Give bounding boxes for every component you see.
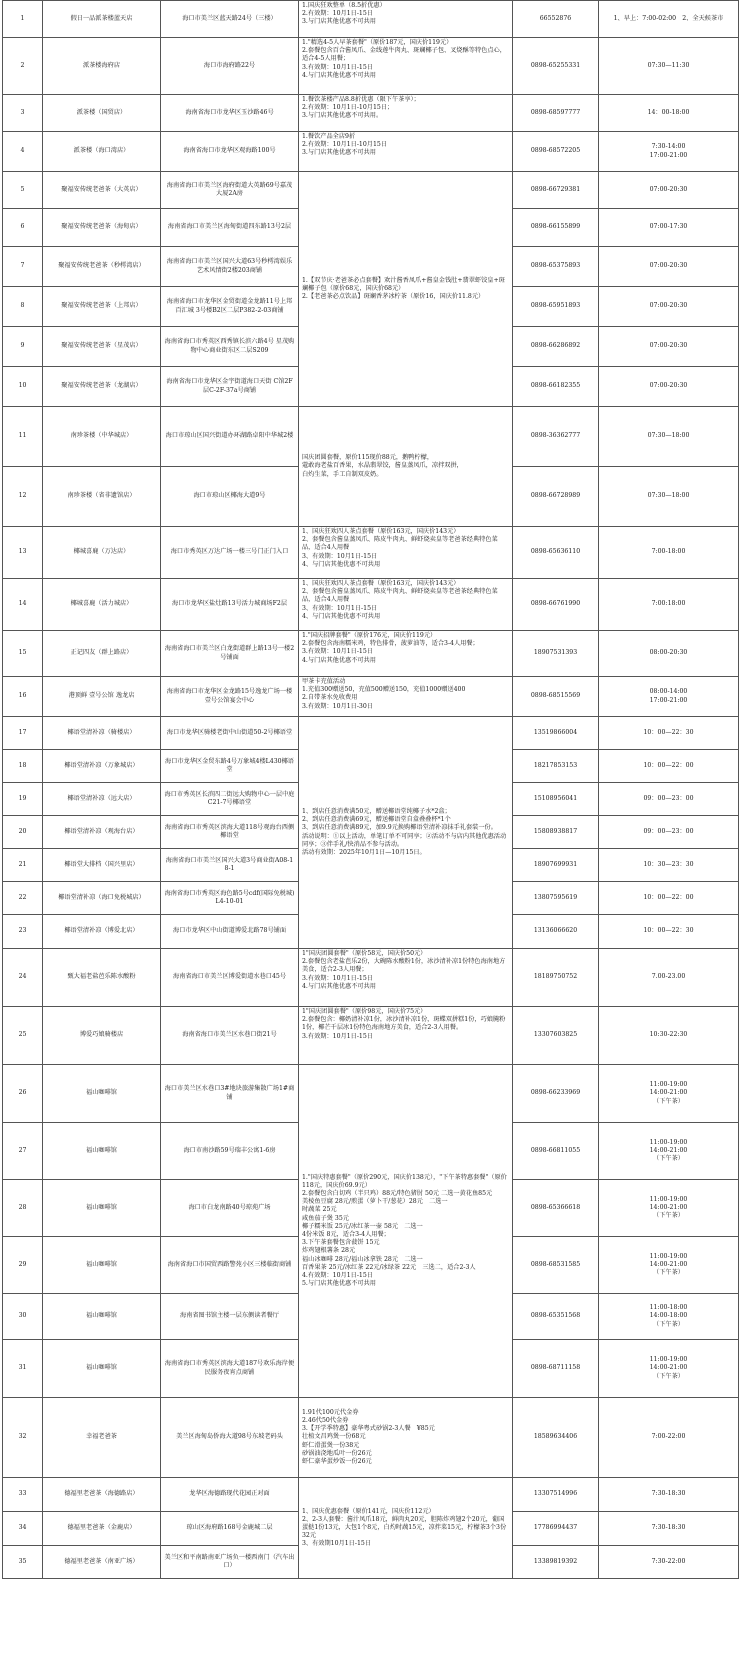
business-hours: 10:30-22:30 xyxy=(599,1007,739,1065)
row-number: 3 xyxy=(3,95,43,132)
store-address: 海南省海口市美兰区水巷口街21号 xyxy=(161,1007,299,1065)
store-phone: 0898-68711158 xyxy=(513,1340,599,1398)
table-row xyxy=(3,527,739,579)
row-number: 25 xyxy=(3,1007,43,1065)
row-number: 11 xyxy=(3,407,43,467)
business-hours: 09：00—23：00 xyxy=(599,816,739,849)
store-phone: 0898-65366618 xyxy=(513,1180,599,1237)
business-hours: 11:00-19:00 14:00-21:00 （下午茶） xyxy=(599,1340,739,1398)
store-phone: 66552876 xyxy=(513,1,599,38)
store-address: 海南省海口市龙华区金龙路15号逸龙广场一楼 壹号公馆宴会中心 xyxy=(161,677,299,717)
store-address: 海南省海口市美兰区国兴大道3号商业街A08-18-1 xyxy=(161,849,299,882)
row-number: 9 xyxy=(3,327,43,367)
store-name: 椰语堂清补凉（远大店） xyxy=(43,783,161,816)
row-number: 21 xyxy=(3,849,43,882)
store-name: 德福里老爸茶（金鹿店） xyxy=(43,1512,161,1546)
store-phone: 0898-65375893 xyxy=(513,247,599,287)
store-address: 海南省海口市美兰区海府街道大英路69号嘉茂大厦2A房 xyxy=(161,172,299,209)
store-phone: 0898-68515569 xyxy=(513,677,599,717)
store-address: 海南省海口市美兰区博爱街道水巷口45号 xyxy=(161,949,299,1007)
store-name: 南珍茶楼（中华城店） xyxy=(43,407,161,467)
store-name: 椰语堂清补凉（博爱北店） xyxy=(43,915,161,949)
store-phone: 0898-66811055 xyxy=(513,1123,599,1180)
store-name: 椰城喜鹿（活力城店） xyxy=(43,579,161,631)
store-name: 德福里老爸茶（南亚广场） xyxy=(43,1546,161,1579)
business-hours: 07:00-20:30 xyxy=(599,367,739,407)
store-name: 派茶楼（海口湾店） xyxy=(43,132,161,172)
business-hours: 7:30-22:00 xyxy=(599,1546,739,1579)
promotion-details: 1."精选4-5人早茶套餐"（原价187元，国庆价119元） 2.套餐包含百合酱凤爪、金线莲牛肉丸、斑斓椰子包、叉烧酥等特色点心，适合4-5人用餐； 3.有效期：10月1日-15日 4.与门店其他优惠不可共用 xyxy=(299,38,513,95)
promotion-details: 1、国庆优惠套餐（原价141元，国庆价112元） 2、2-3人套餐：酱汁凤爪18元，鲜肉丸20元，胆陈炸鸡翅2个20元，葡国蛋挞1份13元，大包1个8元，白灼时蔬15元，凉拌菜15元，柠檬茶3个3份32元 3、有效期10月1日-15日 xyxy=(299,1478,513,1579)
table-row xyxy=(3,1007,739,1065)
store-phone: 0898-36362777 xyxy=(513,407,599,467)
business-hours: 1、早上：7:00-02:00 2、全天候茶市 xyxy=(599,1,739,38)
row-number: 15 xyxy=(3,631,43,677)
business-hours: 07:30—11:30 xyxy=(599,38,739,95)
business-hours: 07:00-20:30 xyxy=(599,172,739,209)
store-address: 海南省海口市龙华区金宇街道海口天街 C馆2F层C-2F-37a号商铺 xyxy=(161,367,299,407)
store-address: 海南省海口市美兰区海甸街道四东路13号2层 xyxy=(161,209,299,247)
store-phone: 0898-66286892 xyxy=(513,327,599,367)
store-phone: 18589634406 xyxy=(513,1398,599,1478)
promotion-details: 国庆团圆套餐，原价115现价88元，鹅鸭柠檬， 蔻敢海老盐百香果，水晶翡翠饺，酱皇蒸凤爪，凉拌双拼， 白灼生菜，手工自制双皮奶。 xyxy=(299,407,513,527)
business-hours: 10：00—22：00 xyxy=(599,882,739,915)
business-hours: 07:00-20:30 xyxy=(599,287,739,327)
table-row xyxy=(3,1478,739,1512)
store-address: 海口市美兰区水巷口3#地块旅游集散广场1#商铺 xyxy=(161,1065,299,1123)
business-hours: 7.00-23.00 xyxy=(599,949,739,1007)
business-hours: 07:00-20:30 xyxy=(599,247,739,287)
store-address: 海南省海口市龙华区观海路100号 xyxy=(161,132,299,172)
business-hours: 11:00-19:00 14:00-21:00 （下午茶） xyxy=(599,1123,739,1180)
store-address: 海南省海口市龙华区玉沙路46号 xyxy=(161,95,299,132)
table-row xyxy=(3,949,739,1007)
store-name: 德福里老爸茶（海德路店） xyxy=(43,1478,161,1512)
business-hours: 11:00-19:00 14:00-21:00 （下午茶） xyxy=(599,1237,739,1294)
store-phone: 13307514996 xyxy=(513,1478,599,1512)
store-phone: 0898-66728989 xyxy=(513,467,599,527)
promotion-details: 甲茶卡充值活动 1.充值300赠送50，充值500赠送150，充值1000赠送400 2.自带茶水免收费用 3.有效期：10月1日-30日 xyxy=(299,677,513,717)
business-hours: 09：00—23：00 xyxy=(599,783,739,816)
store-address: 海南省海口市秀英区海色路5号cdf(国际免税城)L4-10-01 xyxy=(161,882,299,915)
store-address: 美兰区和平南路南亚广场负一楼西南门（汽车出口） xyxy=(161,1546,299,1579)
store-phone: 0898-68572205 xyxy=(513,132,599,172)
business-hours: 10：00—22：30 xyxy=(599,915,739,949)
row-number: 2 xyxy=(3,38,43,95)
store-name: 福山咖啡馆 xyxy=(43,1294,161,1340)
store-address: 海口市美兰区蓝天路24号（三楼） xyxy=(161,1,299,38)
business-hours: 07:30—18:00 xyxy=(599,407,739,467)
promotion-details: 1."国庆特惠套餐"（原价290元，国庆价138元），"下午茶特惠套餐"（原价118元，国庆价69.9元） 2.套餐包含白切鸡（半只鸡）88元/特色猪肘 50元 二选一黄花鱼85元 美棱鱼豆腐 28元/煎蛋（萝卜干/葱花）28元 二选一 时蔬菜 25元 咸鱼茄子煲 35元 椰子糯米饭 25元/冰红茶一壶 58元 二选一 4份米饭 8元，适合3-4人用餐； 3.下午茶套餐包含菠饼 15元 炸鸡翅根薯条 28元 福山冰咖啡 28元/福山冰拿铁 28元 二选一 百香果茶 25元/冰红茶 22元/冰绿茶 22元 三选二，适合2-3人 4.有效期：10月1日-15日 5.与门店其他优惠不可共用 xyxy=(299,1065,513,1398)
business-hours: 07:00-17:30 xyxy=(599,209,739,247)
promotion-details: 1、到店任意消费满50元，赠送椰语堂纯椰子水*2盒； 2、到店任意消费满69元，赠送椰语堂自盒叠叠杯*1个 3、到店任意消费满89元，加9.9元换购椰语堂清补凉抹手礼套装一份。 活动说明：①以上活动，单笔订单不可同享；②活动不与店内其他优惠活动同享；③伴手礼/快消品不参与活动。 活动有效期：2025年10月1日—10月15日。 xyxy=(299,717,513,949)
store-address: 美兰区海甸岛侨海大道98号东坡老码头 xyxy=(161,1398,299,1478)
business-hours: 7:30-18:30 xyxy=(599,1478,739,1512)
store-address: 海南省海口市美兰区国兴大道63号秒樗湾娱乐 艺术风情街2楼203商铺 xyxy=(161,247,299,287)
store-address: 海口市琼山区椰海大道9号 xyxy=(161,467,299,527)
table-row xyxy=(3,95,739,132)
store-address: 海南省海口市龙华区金贸街道金龙路11号上邦百汇城 3号楼B2区二层P382-2-03商铺 xyxy=(161,287,299,327)
table-row xyxy=(3,631,739,677)
table-row xyxy=(3,407,739,467)
row-number: 7 xyxy=(3,247,43,287)
row-number: 1 xyxy=(3,1,43,38)
store-address: 海口市琼山区国兴街道办环湖路卓阳中华城2楼 xyxy=(161,407,299,467)
table-row xyxy=(3,1065,739,1123)
store-phone: 0898-66233969 xyxy=(513,1065,599,1123)
store-phone: 18217853153 xyxy=(513,750,599,783)
table-row xyxy=(3,172,739,209)
store-address: 海口市南沙路59号瑞丰公寓1-6房 xyxy=(161,1123,299,1180)
row-number: 33 xyxy=(3,1478,43,1512)
store-name: 博爱巧娘骑楼店 xyxy=(43,1007,161,1065)
store-phone: 0898-65951893 xyxy=(513,287,599,327)
store-address: 海口市龙华区中山街道博爱北路78号铺面 xyxy=(161,915,299,949)
store-address: 海口市龙华区盐灶路13号活力城商场F2层 xyxy=(161,579,299,631)
store-name: 福山咖啡馆 xyxy=(43,1340,161,1398)
store-name: 聚福安传统老爸茶（龙湖店） xyxy=(43,367,161,407)
store-name: 南珍茶楼（省非遗馆店） xyxy=(43,467,161,527)
store-name: 椰城喜鹿（万达店） xyxy=(43,527,161,579)
store-address: 海南省海口市秀英区滨海大道118号观海台西侧椰语堂 xyxy=(161,816,299,849)
row-number: 30 xyxy=(3,1294,43,1340)
promotion-details: 1"国庆团圆套餐"（原价58元，国庆价50元） 2.套餐包含老盐芭乐2份，大碗陈水酸粉1份，冰沙清补凉1份特色海南地方美食，适合2-3人用餐； 3.有效期：10月1日-15日 4.与门店其他优惠不可共用 xyxy=(299,949,513,1007)
row-number: 19 xyxy=(3,783,43,816)
store-phone: 0898-68597777 xyxy=(513,95,599,132)
store-address: 海口市龙华区骑楼老街中山街道50-2号椰语堂 xyxy=(161,717,299,750)
business-hours: 11:00-19:00 14:00-21:00 （下午茶） xyxy=(599,1180,739,1237)
store-name: 派茶楼海府店 xyxy=(43,38,161,95)
business-hours: 7:00:18:00 xyxy=(599,579,739,631)
store-name: 正记四友（群上路店） xyxy=(43,631,161,677)
business-hours: 11:00-18:00 14:00-18:00 （下午茶） xyxy=(599,1294,739,1340)
row-number: 6 xyxy=(3,209,43,247)
store-name: 聚福安传统老爸茶（秒樗湾店） xyxy=(43,247,161,287)
store-address: 海南省图书馆主楼一层东侧读者餐厅 xyxy=(161,1294,299,1340)
store-phone: 13807595619 xyxy=(513,882,599,915)
store-address: 海口市海府路22号 xyxy=(161,38,299,95)
row-number: 32 xyxy=(3,1398,43,1478)
business-hours: 10：00—22：30 xyxy=(599,717,739,750)
business-hours: 08:00-20:30 xyxy=(599,631,739,677)
store-name: 派茶楼（国贸店） xyxy=(43,95,161,132)
promotion-details: 1、国庆狂欢四人茶点套餐（原价163元，国庆价143元） 2、套餐包含酱皇蒸凤爪、陈皮牛肉丸、鲜虾烧卖皇等老爸茶经典特色菜品，适合4人用餐 3、有效期：10月1日-15日 4、与门店其他优惠不可共用 xyxy=(299,527,513,579)
business-hours: 08:00-14:00 17:00-21:00 xyxy=(599,677,739,717)
business-hours: 10：30—23：30 xyxy=(599,849,739,882)
store-phone: 18907699931 xyxy=(513,849,599,882)
row-number: 18 xyxy=(3,750,43,783)
store-phone: 0898-65255331 xyxy=(513,38,599,95)
store-name: 聚福安传统老爸茶（海甸店） xyxy=(43,209,161,247)
store-phone: 0898-68531585 xyxy=(513,1237,599,1294)
store-name: 福山咖啡馆 xyxy=(43,1237,161,1294)
table-row xyxy=(3,677,739,717)
row-number: 27 xyxy=(3,1123,43,1180)
store-phone: 18189750752 xyxy=(513,949,599,1007)
row-number: 8 xyxy=(3,287,43,327)
business-hours: 07:00-20:30 xyxy=(599,327,739,367)
store-name: 甄大福老盐芭乐陈水酸粉 xyxy=(43,949,161,1007)
store-name: 聚福安传统老爸茶（大英店） xyxy=(43,172,161,209)
store-name: 福山咖啡馆 xyxy=(43,1065,161,1123)
promotion-details: 1.【双节庆·老爸茶必点套餐】欢汁酱香凤爪+酱皇金钱肚+翡翠虾饺皇+斑斓椰子包（原价68元，国庆价68元） 2.【老爸茶必点饮品】斑斓香茅冰柠茶（原价16，国庆价11.8元） xyxy=(299,172,513,407)
promotion-details: 1.91代100元代金券 2.46代50代金券 3.【开学季特惠】豪华粤式砂锅2-3人餐 ¥85元 壮植文昌鸡煲一份68元 虾仁滑蛋煲一份38元 砂锅油浇地瓜叶一份26元 虾仁豪华蛋炒饭一份26元 xyxy=(299,1398,513,1478)
store-address: 海南省海口市秀英区滨海大道187号欢乐海岸便民服务夜宵点商铺 xyxy=(161,1340,299,1398)
store-address: 海南省海口市美兰区白龙街道群上路13号一楼2号铺面 xyxy=(161,631,299,677)
store-phone: 15808938817 xyxy=(513,816,599,849)
table-row xyxy=(3,579,739,631)
table-row xyxy=(3,717,739,750)
store-phone: 0898-65636110 xyxy=(513,527,599,579)
promotion-details: 1.国庆狂欢整单（8.5折优惠） 2.有效期：10月1日-15日 3.与门店其他优惠不可共用 xyxy=(299,1,513,38)
store-address: 龙华区海德路现代花园正对面 xyxy=(161,1478,299,1512)
row-number: 26 xyxy=(3,1065,43,1123)
promotion-details: 1、国庆狂欢四人茶点套餐（原价163元，国庆价143元） 2、套餐包含酱皇蒸凤爪、陈皮牛肉丸、鲜虾烧卖皇等老爸茶经典特色菜品，适合4人用餐 3、有效期：10月1日-15日 4、与门店其他优惠不可共用 xyxy=(299,579,513,631)
store-name: 福山咖啡馆 xyxy=(43,1180,161,1237)
store-name: 幸福老爸茶 xyxy=(43,1398,161,1478)
store-name: 聚福安传统老爸茶（星茂店） xyxy=(43,327,161,367)
table-row xyxy=(3,132,739,172)
row-number: 16 xyxy=(3,677,43,717)
store-name: 椰语堂清补凉（骑楼店） xyxy=(43,717,161,750)
row-number: 4 xyxy=(3,132,43,172)
store-phone: 13389819392 xyxy=(513,1546,599,1579)
store-address: 海口市秀英区长滨四二街远大购物中心一层中庭C21-7号椰语堂 xyxy=(161,783,299,816)
store-promotion-table xyxy=(2,0,739,1579)
row-number: 13 xyxy=(3,527,43,579)
store-name: 聚福安传统老爸茶（上邦店） xyxy=(43,287,161,327)
store-phone: 13136066620 xyxy=(513,915,599,949)
store-phone: 18907531393 xyxy=(513,631,599,677)
store-name: 福山咖啡馆 xyxy=(43,1123,161,1180)
store-address: 海口市龙华区金贸东路4号万象城4楼L430椰语堂 xyxy=(161,750,299,783)
store-name: 港顶鲜 壹号公馆 逸龙店 xyxy=(43,677,161,717)
business-hours: 7:30-18:30 xyxy=(599,1512,739,1546)
business-hours: 7:00-22:00 xyxy=(599,1398,739,1478)
store-phone: 0898-66155899 xyxy=(513,209,599,247)
row-number: 24 xyxy=(3,949,43,1007)
promotion-details: 1."国庆招牌套餐"（原价176元，国庆价119元） 2.套餐包含海南糯米鸡，特色排骨，菠萝油等，适合3-4人用餐； 3.有效期：10月1日-15日 4.与门店其他优惠不可共用 xyxy=(299,631,513,677)
row-number: 22 xyxy=(3,882,43,915)
promotion-details: 1.餐饮产品全店9折 2.有效期：10月1日-10月15日 3.与门店其他优惠不可共用 xyxy=(299,132,513,172)
row-number: 28 xyxy=(3,1180,43,1237)
promotion-details: 1.餐饮茶楼产品8.8折优惠（限下午茶享）； 2.有效期：10月1日-10月15日； 3.与门店其他优惠不可共用。 xyxy=(299,95,513,132)
promotion-details: 1"国庆团圆套餐"（原价98元，国庆价75元） 2.套餐包含：椰奶清补凉1份，冰沙清补凉1份，斑蝶双拼糕1份，巧娘腌粉1份，椰芒千层冰1份特色海南地方美食，适合2-3人用餐。 3.有效期：10月1日-15日 xyxy=(299,1007,513,1065)
row-number: 10 xyxy=(3,367,43,407)
business-hours: 7:00-18:00 xyxy=(599,527,739,579)
row-number: 23 xyxy=(3,915,43,949)
store-phone: 0898-66761990 xyxy=(513,579,599,631)
store-phone: 0898-65351568 xyxy=(513,1294,599,1340)
row-number: 5 xyxy=(3,172,43,209)
store-phone: 0898-66729381 xyxy=(513,172,599,209)
business-hours: 14：00-18:00 xyxy=(599,95,739,132)
row-number: 20 xyxy=(3,816,43,849)
row-number: 34 xyxy=(3,1512,43,1546)
store-phone: 15108956041 xyxy=(513,783,599,816)
store-address: 琼山区海府路168号金鹿城二层 xyxy=(161,1512,299,1546)
business-hours: 7:30-14:00 17:00-21:00 xyxy=(599,132,739,172)
store-name: 椰语堂清补凉（观海台店） xyxy=(43,816,161,849)
row-number: 12 xyxy=(3,467,43,527)
store-name: 椰语堂清补凉（万象城店） xyxy=(43,750,161,783)
row-number: 29 xyxy=(3,1237,43,1294)
row-number: 17 xyxy=(3,717,43,750)
store-address: 海口市白龙南路40号琼苑广场 xyxy=(161,1180,299,1237)
store-name: 椰语堂大排档（国兴里店） xyxy=(43,849,161,882)
store-address: 海南省海口市秀英区西秀镇长滨六路4号 星茂购物中心商业街东区二层S209 xyxy=(161,327,299,367)
store-name: 椰语堂清补凉（海口免税城店） xyxy=(43,882,161,915)
row-number: 31 xyxy=(3,1340,43,1398)
store-phone: 17786994437 xyxy=(513,1512,599,1546)
store-phone: 13519866004 xyxy=(513,717,599,750)
store-phone: 13307603825 xyxy=(513,1007,599,1065)
business-hours: 07:30—18:00 xyxy=(599,467,739,527)
table-row xyxy=(3,1,739,38)
table-row xyxy=(3,38,739,95)
business-hours: 11:00-19:00 14:00-21:00 （下午茶） xyxy=(599,1065,739,1123)
store-address: 海南省海口市国贸西路警苑小区三楼临街商铺 xyxy=(161,1237,299,1294)
table-row xyxy=(3,1398,739,1478)
store-address: 海口市秀英区万达广场一楼三号门正门入口 xyxy=(161,527,299,579)
row-number: 35 xyxy=(3,1546,43,1579)
store-phone: 0898-66182355 xyxy=(513,367,599,407)
business-hours: 10：00—22：00 xyxy=(599,750,739,783)
row-number: 14 xyxy=(3,579,43,631)
store-name: 假日一品派茶楼蓝天店 xyxy=(43,1,161,38)
